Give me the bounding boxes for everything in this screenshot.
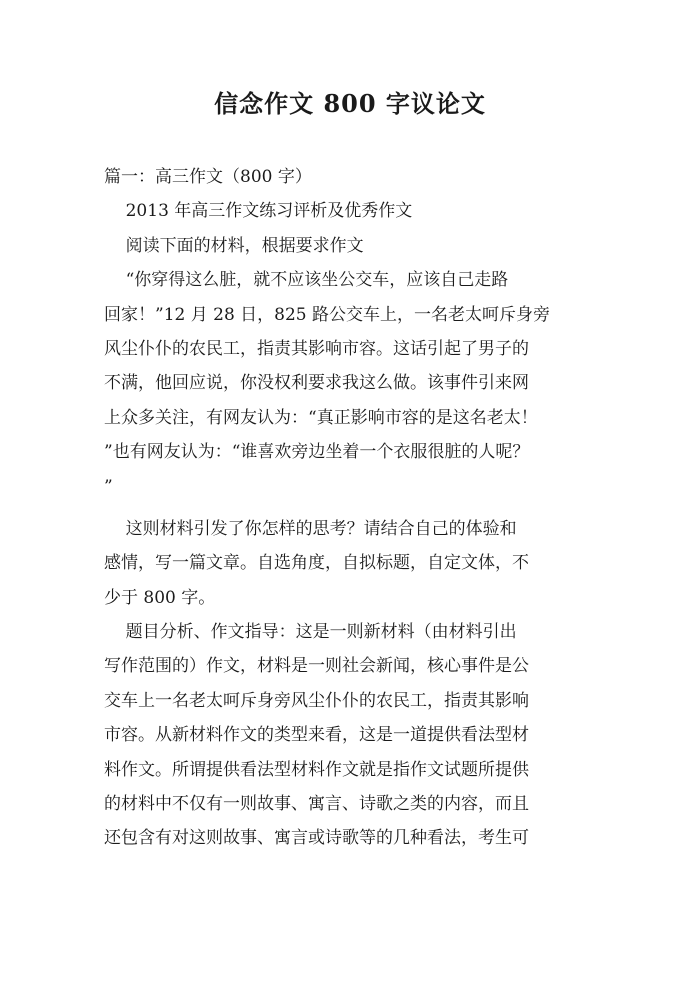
body-line: “你穿得这么脏，就不应该坐公交车，应该自己走路	[104, 270, 509, 291]
body-line: 回家！”12 月 28 日，825 路公交车上，一名老太呵斥身旁	[104, 304, 551, 325]
body-line: 的材料中不仅有一则故事、寓言、诗歌之类的内容，而且	[104, 794, 529, 815]
body-line: 感情，写一篇文章。自选角度，自拟标题，自定文体，不	[104, 553, 529, 574]
body-line: 料作文。所谓提供看法型材料作文就是指作文试题所提供	[104, 759, 529, 780]
body-line: 不满，他回应说，你没权利要求我这么做。该事件引来网	[104, 373, 529, 394]
body-line: 市容。从新材料作文的类型来看，这是一道提供看法型材	[104, 725, 529, 746]
body-line: 2013 年高三作文练习评析及优秀作文	[104, 201, 413, 222]
body-line: 这则材料引发了你怎样的思考？请结合自己的体验和	[104, 518, 517, 539]
document-body	[104, 160, 588, 856]
body-line: 还包含有对这则故事、寓言或诗歌等的几种看法，考生可	[104, 828, 529, 849]
body-line: 写作范围的）作文，材料是一则社会新闻，核心事件是公	[104, 656, 529, 677]
body-line: 阅读下面的材料，根据要求作文	[104, 235, 364, 256]
section-heading: 篇一：高三作文（800 字）	[104, 167, 312, 187]
body-line: 上众多关注，有网友认为：“真正影响市容的是这名老太！	[104, 407, 538, 428]
body-line: 少于 800 字。	[104, 587, 216, 608]
body-line: 交车上一名老太呵斥身旁风尘仆仆的农民工，指责其影响	[104, 690, 529, 711]
document-title: 信念作文 800 字议论文	[214, 89, 486, 118]
body-line: ”	[104, 476, 113, 497]
body-line: 风尘仆仆的农民工，指责其影响市容。这话引起了男子的	[104, 338, 529, 359]
body-line: ”也有网友认为：“谁喜欢旁边坐着一个衣服很脏的人呢？	[104, 442, 530, 463]
body-line: 题目分析、作文指导：这是一则新材料（由材料引出	[104, 622, 517, 643]
